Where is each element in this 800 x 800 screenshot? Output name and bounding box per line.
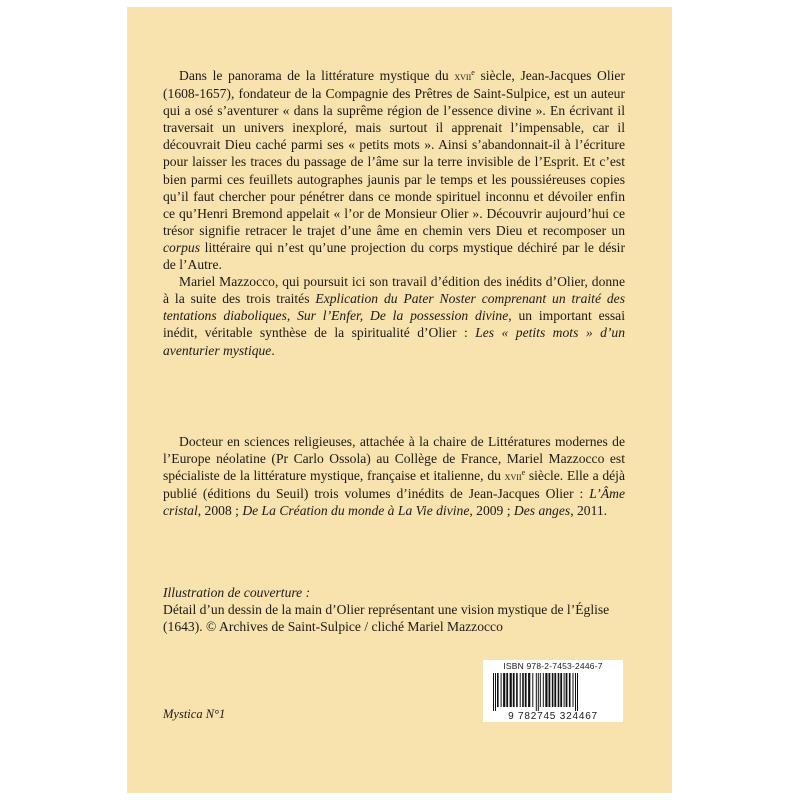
barcode-bar	[564, 673, 565, 707]
summary-text: siècle, Jean-Jacques Olier (1608-1657), fondateur de la Compagnie des Prêtres de Saint-Sulpice, est un auteur qui a osé s’aventurer « dans la suprême région de l’essence divine ». En écrivant il traversait un univers inexploré, mais surtout il apprenait l’impensable, car il découvrait Dieu caché parmi ses « petits mots ». Ainsi s’abandonnait-il à l’écriture pour laisser les traces du passage de l’âme sur la terre invisible de l’Esprit. Et c’est bien parmi ces feuillets autographes jaunis par le temps et les poussiéreuses copies qu’il faut chercher pour pénétrer dans ce monde spirituel inconnu et dévoiler enfin ce qu’Henri Bremond appelait « l’or de Monsieur Olier ». Découvrir aujourd’hui ce trésor signifie retracer le trajet d’une âme en chemin vers Dieu et recomposer un	[163, 68, 625, 238]
barcode-digits: 9 782745 324467	[483, 711, 623, 722]
barcode-bar	[495, 673, 496, 713]
summary-block	[163, 67, 625, 359]
barcode-bar	[532, 673, 533, 707]
essay-title: Les « petits mots » d’un aventurier mystique	[163, 325, 625, 358]
series-label: Mystica N°1	[163, 707, 226, 721]
bio-paragraph	[163, 433, 625, 519]
isbn-label: ISBN 978-2-7453-2446-7	[503, 661, 603, 671]
barcode-bar	[501, 673, 502, 707]
barcode-bars	[491, 673, 615, 713]
illustration-title: Illustration de couverture :	[163, 585, 311, 600]
barcode-bar	[522, 673, 524, 707]
summary-text: Dans le panorama de la littérature mystique du	[179, 68, 455, 83]
author-bio	[163, 433, 625, 519]
summary-text: littéraire qui n’est qu’une projection du corps mystique déchiré par le désir de l’Autre.	[163, 239, 625, 273]
barcode-bar	[549, 673, 551, 707]
barcode-bar	[545, 673, 547, 707]
illustration-credit	[163, 584, 625, 635]
barcode-bar	[510, 673, 512, 707]
barcode-bar	[525, 673, 527, 707]
barcode-bar	[506, 673, 508, 707]
book-title: De La Création du monde à La Vie divine	[242, 503, 470, 519]
barcode-bar	[516, 673, 518, 707]
bio-text: Docteur en sciences religieuses, attachée à la chaire de Littératures modernes de l’Europe néolatine (Pr Carlo Ossola) au Collège de France, Mariel Mazzocco est spécialiste de la littérature mystique, française et italienne, du	[163, 434, 625, 484]
barcode-bar	[513, 673, 515, 707]
barcode-bar	[558, 673, 560, 707]
book-title: Des anges	[513, 503, 571, 519]
summary-text: .	[271, 342, 275, 358]
century-superscript: e	[471, 68, 475, 77]
treatise-titles: Explication du Pater Noster comprenant un traité des tentations diaboliques, Sur l’Enfer, De la possession divine	[163, 291, 625, 324]
illustration-text: Détail d’un dessin de la main d’Olier représentant une vision mystique de l’Église (1643). © Archives de Saint-Sulpice / cliché Mariel Mazzocco	[163, 602, 610, 635]
century-superscript: e	[521, 468, 526, 478]
barcode-bar	[577, 673, 578, 713]
summary-text: Mariel Mazzocco, qui poursuit ici son travail d’édition des inédits d’Olier, donne à la suite des trois traités	[163, 274, 625, 307]
barcode-bar	[497, 673, 499, 707]
corpus-term: corpus	[163, 239, 201, 255]
barcode-bar	[538, 673, 539, 713]
barcode-bar	[566, 673, 568, 707]
barcode-bar	[520, 673, 521, 707]
isbn-barcode	[483, 660, 623, 722]
barcode-bar	[540, 673, 541, 707]
book-title: L’Âme cristal	[163, 486, 625, 519]
barcode-bar	[503, 673, 505, 707]
bio-text: , 2009 ;	[469, 503, 514, 519]
summary-text: , un important essai inédit, véritable synthèse de la spiritualité d’Olier :	[163, 308, 625, 341]
barcode-bar	[554, 673, 556, 707]
century-label: xvii	[454, 69, 472, 83]
bio-text: siècle. Elle a déjà publié (éditions du Seuil) trois volumes d’inédits de Jean-Jacques Olier :	[163, 468, 625, 502]
barcode-bar	[569, 673, 571, 707]
barcode-bar	[575, 673, 576, 713]
barcode-bar	[493, 673, 494, 713]
barcode-bar	[560, 673, 562, 707]
summary-paragraph-1	[163, 67, 625, 273]
barcode-bar	[536, 673, 537, 713]
century-label: xvii	[504, 469, 522, 484]
barcode-bar	[543, 673, 544, 707]
bio-text: , 2011.	[570, 503, 608, 519]
summary-paragraph-2	[163, 273, 625, 358]
barcode-bar	[552, 673, 554, 707]
bio-text: , 2008 ;	[197, 503, 243, 519]
barcode-bar	[573, 673, 574, 707]
barcode-bar	[528, 673, 530, 707]
